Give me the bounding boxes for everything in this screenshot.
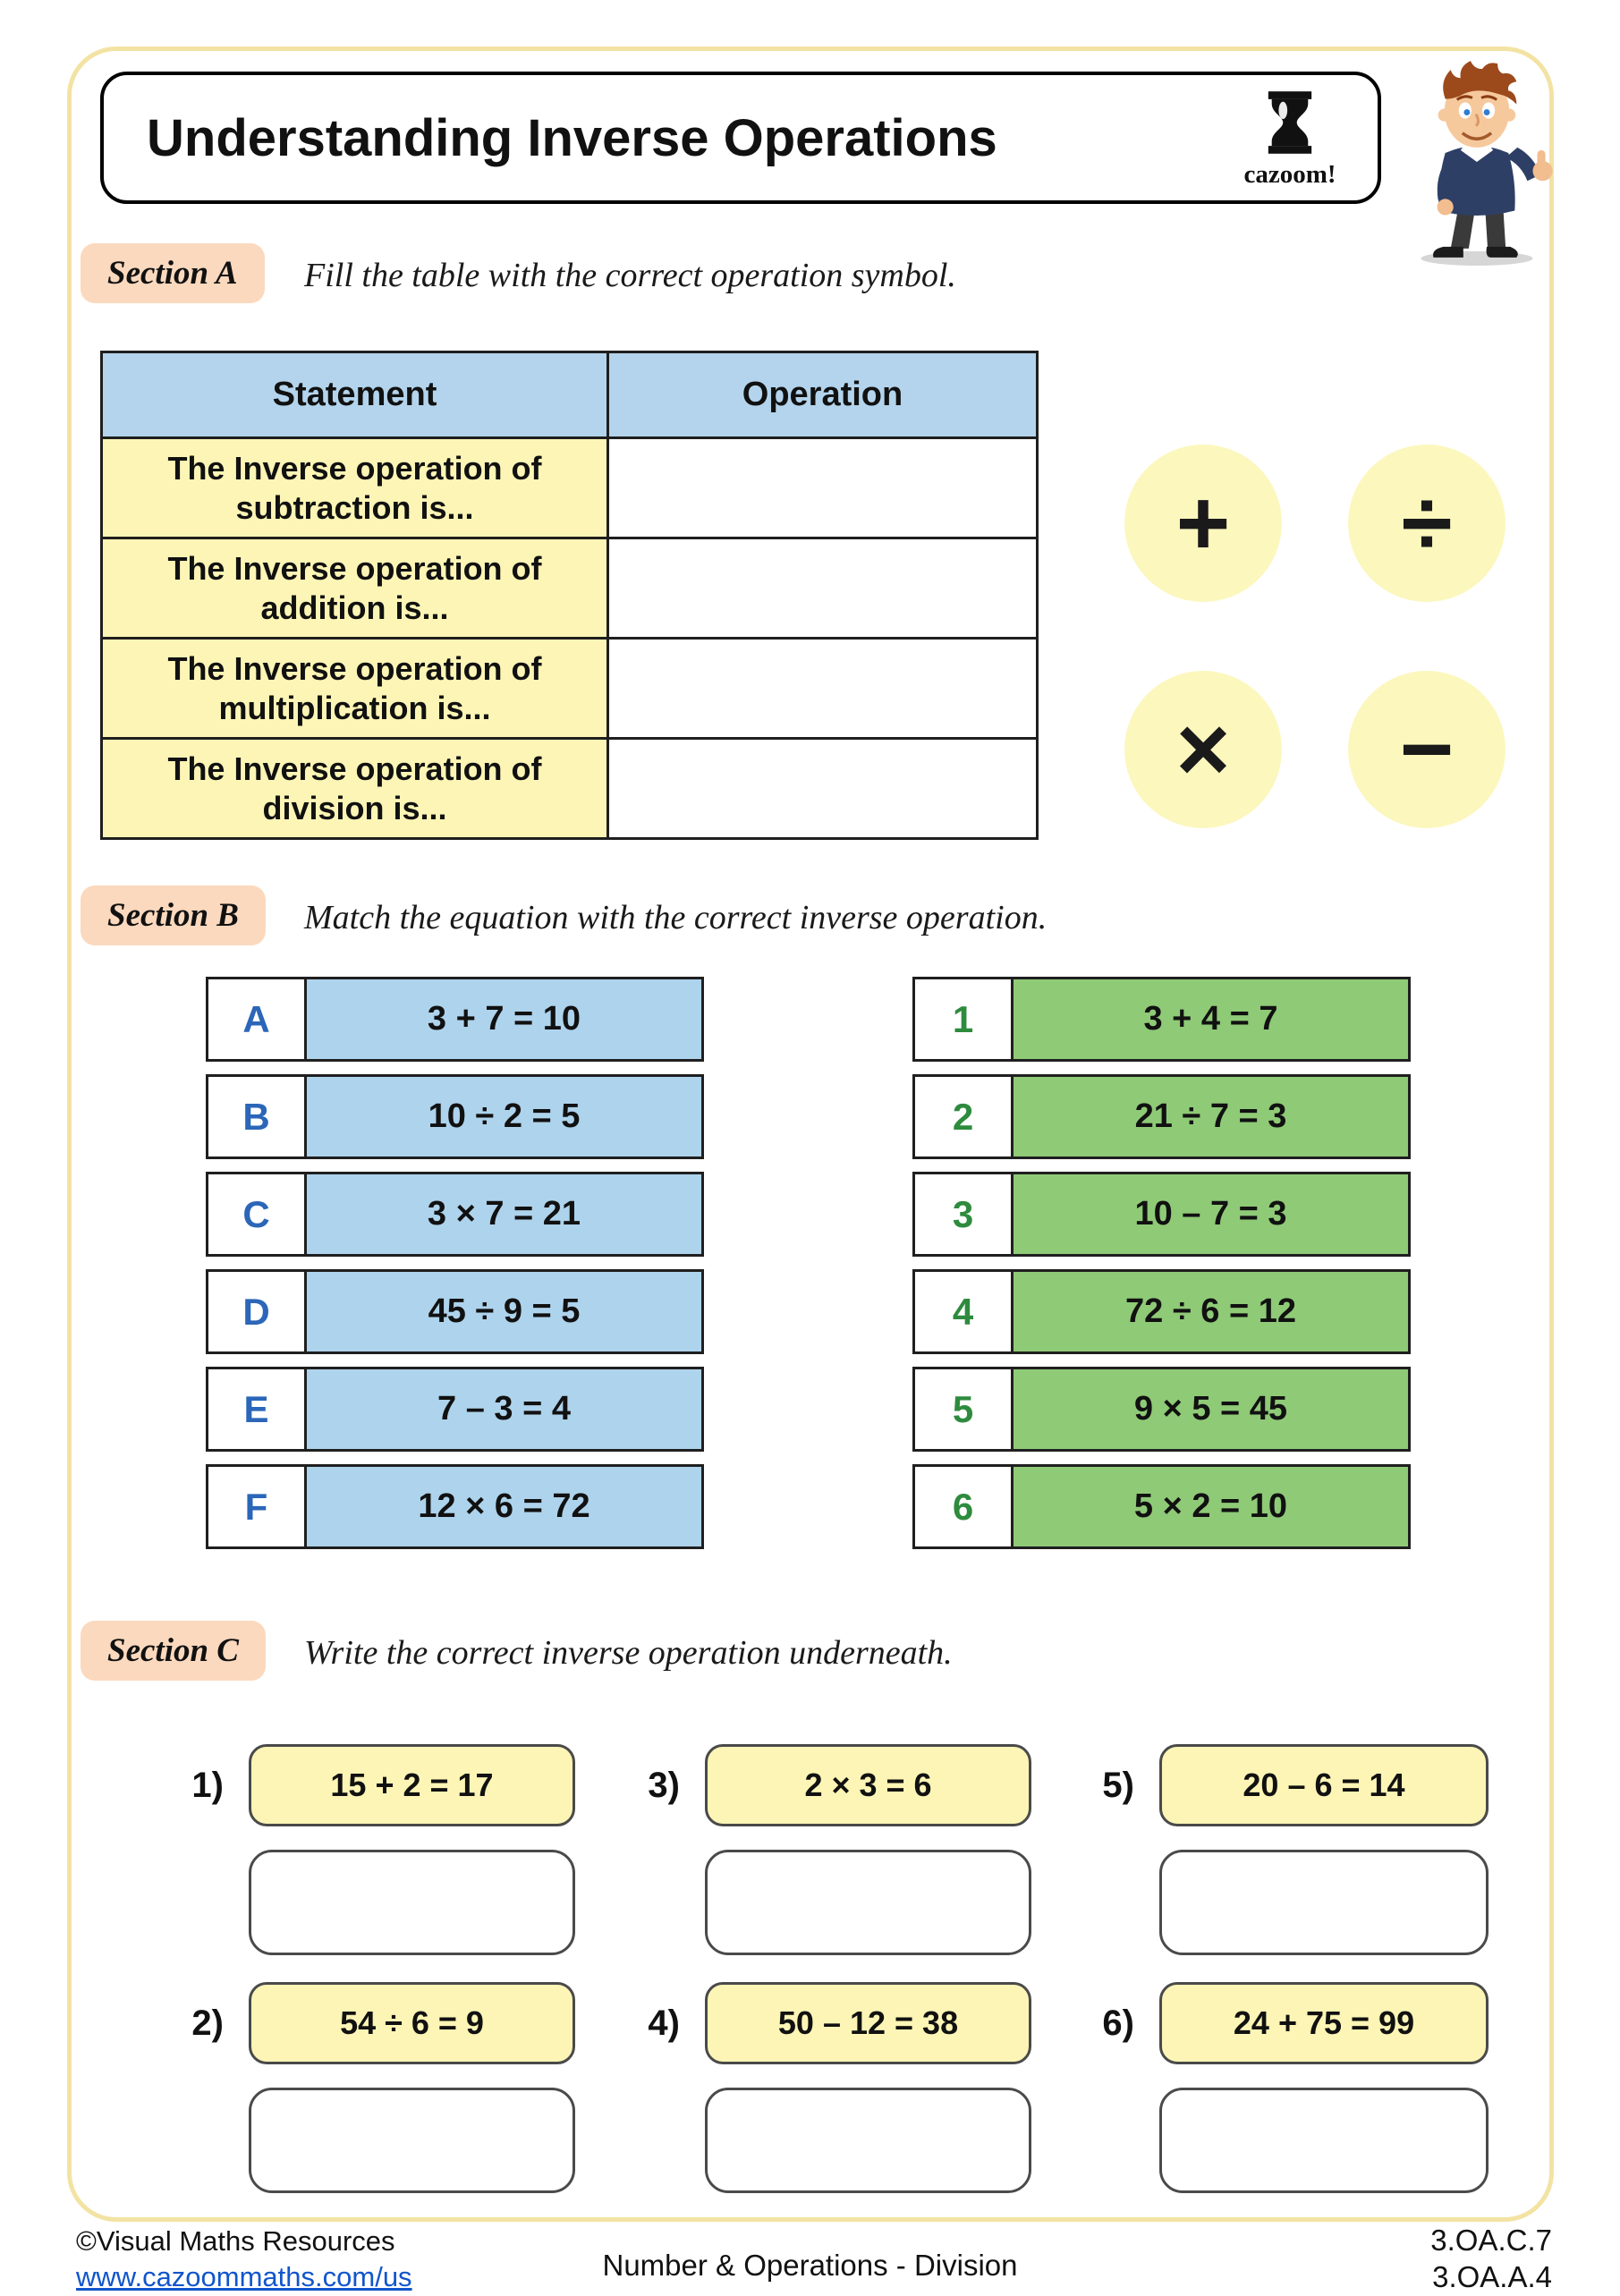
row-letter: A <box>206 977 307 1062</box>
problem-equation: 15 + 2 = 17 <box>249 1744 575 1826</box>
equation-cell: 12 × 6 = 72 <box>304 1464 704 1549</box>
row-number: 5 <box>912 1367 1014 1452</box>
problem-equation: 50 – 12 = 38 <box>705 1982 1031 2064</box>
problem-number: 1) <box>191 1765 224 1805</box>
problem-number: 3) <box>648 1765 680 1805</box>
equation-cell: 3 × 7 = 21 <box>304 1172 704 1257</box>
operation-column-header: Operation <box>608 352 1038 438</box>
section-c-instruction: Write the correct inverse operation underneath. <box>304 1634 953 1672</box>
equation-cell: 72 ÷ 6 = 12 <box>1011 1269 1411 1354</box>
problem-5 <box>1090 1744 1489 1826</box>
operation-answer-cell[interactable] <box>608 639 1038 739</box>
problem-number: 6) <box>1102 2003 1134 2043</box>
statement-column-header: Statement <box>102 352 608 438</box>
standard-code: 3.OA.C.7 <box>1430 2224 1552 2257</box>
section-b-instruction: Match the equation with the correct inverse operation. <box>304 899 1047 936</box>
row-number: 6 <box>912 1464 1014 1549</box>
equation-cell: 10 ÷ 2 = 5 <box>304 1074 704 1159</box>
plus-symbol-token[interactable]: + <box>1124 445 1282 602</box>
row-letter: C <box>206 1172 307 1257</box>
mascot-boy-illustration <box>1388 50 1574 267</box>
match-row[interactable] <box>912 1464 1411 1549</box>
problem-number: 4) <box>648 2003 680 2043</box>
table-row <box>102 538 1038 639</box>
cazoom-website-link[interactable]: www.cazoommaths.com/us <box>76 2261 412 2292</box>
problem-equation: 20 – 6 = 14 <box>1159 1744 1489 1826</box>
row-letter: D <box>206 1269 307 1354</box>
equation-cell: 3 + 7 = 10 <box>304 977 704 1062</box>
copyright-text: ©Visual Maths Resources <box>76 2225 395 2257</box>
problem-equation: 54 ÷ 6 = 9 <box>249 1982 575 2064</box>
match-row[interactable] <box>912 977 1411 1062</box>
operation-statement-table <box>100 351 1039 840</box>
answer-box-6[interactable] <box>1159 2088 1489 2193</box>
section-b-label: Section B <box>81 885 266 945</box>
worksheet-header <box>100 72 1381 204</box>
row-number: 4 <box>912 1269 1014 1354</box>
operation-answer-cell[interactable] <box>608 538 1038 639</box>
table-row <box>102 739 1038 839</box>
match-row[interactable] <box>912 1367 1411 1452</box>
page-title: Understanding Inverse Operations <box>147 108 997 167</box>
footer-standards-block <box>1430 2222 1552 2296</box>
match-row[interactable] <box>206 1464 704 1549</box>
problem-equation: 24 + 75 = 99 <box>1159 1982 1489 2064</box>
equation-cell: 45 ÷ 9 = 5 <box>304 1269 704 1354</box>
row-number: 2 <box>912 1074 1014 1159</box>
answer-box-2[interactable] <box>249 2088 575 2193</box>
match-row[interactable] <box>206 1367 704 1452</box>
equation-cell: 7 – 3 = 4 <box>304 1367 704 1452</box>
table-row <box>102 639 1038 739</box>
section-c-label: Section C <box>81 1621 266 1681</box>
match-row[interactable] <box>206 1269 704 1354</box>
statement-cell: The Inverse operation of multiplication is... <box>102 639 608 739</box>
footer-topic-text: Number & Operations - Division <box>602 2249 1018 2282</box>
match-row[interactable] <box>912 1269 1411 1354</box>
divide-symbol-token[interactable]: ÷ <box>1348 445 1505 602</box>
match-row[interactable] <box>206 1172 704 1257</box>
match-table-equations <box>206 977 704 1562</box>
section-a-instruction: Fill the table with the correct operation symbol. <box>304 257 956 294</box>
answer-box-1[interactable] <box>249 1850 575 1955</box>
equation-cell: 5 × 2 = 10 <box>1011 1464 1411 1549</box>
standard-code: 3.OA.A.4 <box>1432 2260 1552 2294</box>
answer-box-3[interactable] <box>705 1850 1031 1955</box>
minus-symbol-token[interactable]: − <box>1348 671 1505 828</box>
footer-copyright-block <box>76 2225 412 2293</box>
answer-box-4[interactable] <box>705 2088 1031 2193</box>
problem-equation: 2 × 3 = 6 <box>705 1744 1031 1826</box>
table-row <box>102 438 1038 538</box>
problem-2 <box>179 1982 575 2064</box>
match-row[interactable] <box>206 1074 704 1159</box>
problem-4 <box>635 1982 1031 2064</box>
problem-number: 2) <box>191 2003 224 2043</box>
hourglass-icon <box>1264 91 1316 158</box>
row-letter: F <box>206 1464 307 1549</box>
problem-number: 5) <box>1102 1765 1134 1805</box>
equation-cell: 21 ÷ 7 = 3 <box>1011 1074 1411 1159</box>
row-number: 1 <box>912 977 1014 1062</box>
problem-3 <box>635 1744 1031 1826</box>
row-letter: B <box>206 1074 307 1159</box>
cazoom-logo <box>1227 84 1353 197</box>
equation-cell: 9 × 5 = 45 <box>1011 1367 1411 1452</box>
row-number: 3 <box>912 1172 1014 1257</box>
statement-cell: The Inverse operation of addition is... <box>102 538 608 639</box>
match-row[interactable] <box>206 977 704 1062</box>
statement-cell: The Inverse operation of subtraction is... <box>102 438 608 538</box>
answer-box-5[interactable] <box>1159 1850 1489 1955</box>
equation-cell: 3 + 4 = 7 <box>1011 977 1411 1062</box>
operation-answer-cell[interactable] <box>608 739 1038 839</box>
table-header-row <box>102 352 1038 438</box>
match-row[interactable] <box>912 1074 1411 1159</box>
problem-1 <box>179 1744 575 1826</box>
cazoom-logo-text: cazoom! <box>1243 160 1336 189</box>
statement-cell: The Inverse operation of division is... <box>102 739 608 839</box>
match-row[interactable] <box>912 1172 1411 1257</box>
operation-answer-cell[interactable] <box>608 438 1038 538</box>
section-a-label: Section A <box>81 243 265 303</box>
multiply-symbol-token[interactable]: × <box>1124 671 1282 828</box>
row-letter: E <box>206 1367 307 1452</box>
equation-cell: 10 – 7 = 3 <box>1011 1172 1411 1257</box>
problem-6 <box>1090 1982 1489 2064</box>
match-table-inverse-operations <box>912 977 1411 1562</box>
